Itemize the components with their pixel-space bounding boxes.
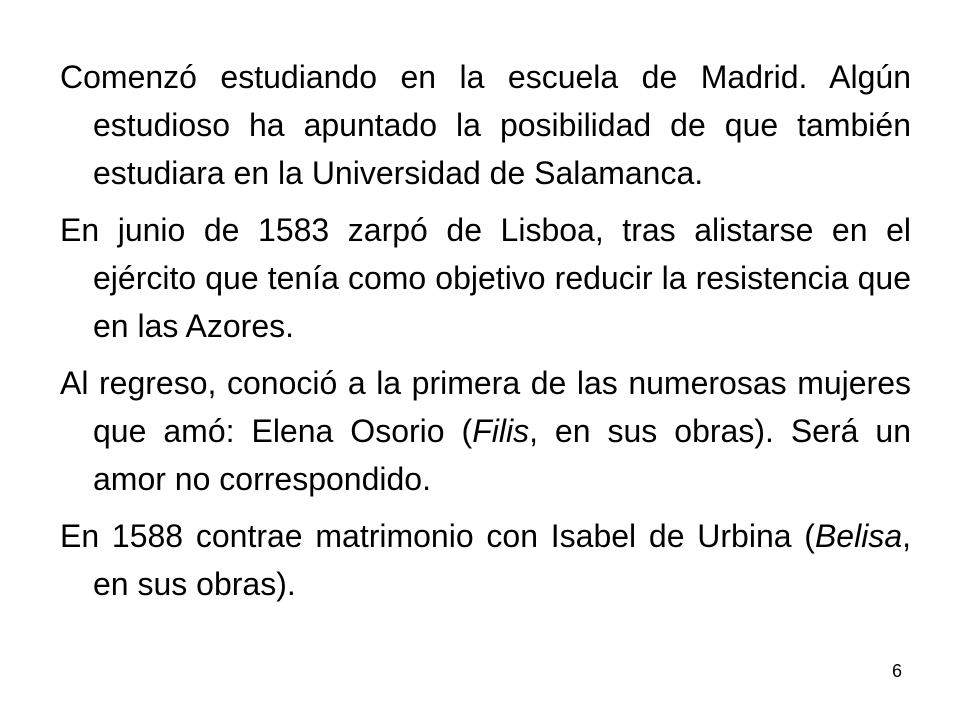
paragraph-marriage-text-1: En 1588 contrae matrimonio con Isabel de Urbina ( (60, 518, 815, 554)
paragraph-studies-text: Comenzó estudiando en la escuela de Madrid. Algún estudioso ha apuntado la posibilidad de que también estudiara en la Universidad de Salamanca. (60, 59, 911, 191)
paragraph-elena-osorio-text-2: , en sus obras). Será un amor no correspondido. (93, 413, 912, 497)
paragraph-lisbon (60, 206, 911, 350)
paragraph-elena-osorio-italic: Filis (472, 413, 530, 449)
paragraph-elena-osorio-text-1: Al regreso, conoció a la primera de las numerosas mujeres que amó: Elena Osorio ( (60, 365, 911, 449)
paragraph-elena-osorio (60, 359, 911, 503)
page-number: 6 (891, 661, 902, 681)
paragraph-marriage (60, 512, 911, 608)
paragraph-lisbon-text: En junio de 1583 zarpó de Lisboa, tras alistarse en el ejército que tenía como objetivo reducir la resistencia que en las Azores. (60, 212, 911, 344)
slide-body (60, 53, 911, 617)
paragraph-marriage-text-2: , en sus obras). (93, 518, 911, 602)
paragraph-studies (60, 53, 911, 197)
paragraph-marriage-italic: Belisa (814, 518, 903, 554)
